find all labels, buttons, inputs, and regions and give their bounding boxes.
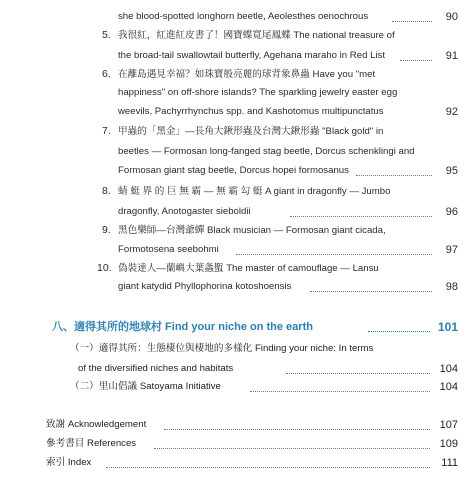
- entry-line: beetles — Formosan long-fanged stag beetle, Dorcus schenklingi and: [118, 146, 415, 157]
- section-line: （二）里山倡議 Satoyama Initiative: [70, 381, 221, 392]
- section-line: （一）適得其所：生態棲位與棲地的多樣化 Finding your niche: In terms: [70, 343, 374, 354]
- entry-line: 在離島遇見幸福？如珠寶般亮麗的球背象鼻蟲 Have you "met: [118, 69, 376, 80]
- entry-line: giant katydid Phyllophorina kotoshoensis: [118, 281, 292, 292]
- back-matter-label: 索引 Index: [46, 457, 92, 468]
- entry-line: 偽裝達人—蘭嶼大葉螽蟴 The master of camouflage — Lansu: [118, 263, 379, 274]
- dot-leader: [250, 391, 430, 392]
- dot-leader: [368, 331, 430, 332]
- page-number: 104: [439, 381, 458, 393]
- page-number: 109: [439, 438, 458, 450]
- entry-line: weevils, Pachyrrhynchus spp. and Kashotomus multipunctatus: [118, 106, 384, 117]
- entry-line: dragonfly, Anotogaster sieboldii: [118, 206, 251, 217]
- page-number: 98: [445, 281, 458, 293]
- entry-number: 7.: [102, 125, 111, 137]
- dot-leader: [154, 448, 430, 449]
- dot-leader: [106, 467, 430, 468]
- page-number: 107: [439, 419, 458, 431]
- entry-line: the broad-tail swallowtail butterfly, Agehana maraho in Red List: [118, 50, 385, 61]
- entry-number: 9.: [102, 224, 111, 236]
- dot-leader: [290, 216, 432, 217]
- back-matter-label: 參考書目 References: [46, 438, 137, 449]
- entry-number: 8.: [102, 185, 111, 197]
- entry-line: she blood-spotted longhorn beetle, Aeolesthes oenochrous: [118, 11, 369, 22]
- section-line: of the diversified niches and habitats: [78, 363, 234, 374]
- entry-line: 我很紅，紅進紅皮書了！國寶蝶寬尾鳳蝶 The national treasure of: [118, 30, 395, 41]
- entry-line: Formotosena seebohmi: [118, 244, 219, 255]
- entry-line: 蜻 蜓 界 的 巨 無 霸 — 無 霸 勾 蜓 A giant in dragonfly — Jumbo: [118, 186, 391, 197]
- entry-line: Formosan giant stag beetle, Dorcus hopei formosanus: [118, 165, 349, 176]
- page-number: 95: [445, 165, 458, 177]
- dot-leader: [164, 429, 430, 430]
- page-number: 97: [445, 244, 458, 256]
- entry-line: 黑色樂師—台灣爺蟬 Black musician — Formosan giant cicada,: [118, 225, 386, 236]
- dot-leader: [286, 373, 430, 374]
- dot-leader: [236, 254, 432, 255]
- page-number: 104: [439, 363, 458, 375]
- entry-line: 甲蟲的「黑金」—長角大鍬形蟲及台灣大鍬形蟲 "Black gold" in: [118, 126, 384, 137]
- entry-number: 6.: [102, 68, 111, 80]
- back-matter-label: 致謝 Acknowledgement: [46, 419, 147, 430]
- page-number: 111: [441, 457, 458, 469]
- dot-leader: [310, 291, 432, 292]
- dot-leader: [356, 175, 432, 176]
- chapter-title: 八、適得其所的地球村 Find your niche on the earth: [52, 321, 313, 333]
- page-number: 90: [445, 11, 458, 23]
- entry-number: 10.: [97, 262, 112, 274]
- page-number: 96: [445, 206, 458, 218]
- page-number: 101: [437, 320, 458, 334]
- entry-number: 5.: [102, 29, 111, 41]
- entry-line: happiness" on off-shore islands? The sparkling jewelry easter egg: [118, 87, 398, 98]
- dot-leader: [392, 21, 432, 22]
- page-number: 92: [445, 106, 458, 118]
- page-number: 91: [445, 50, 458, 62]
